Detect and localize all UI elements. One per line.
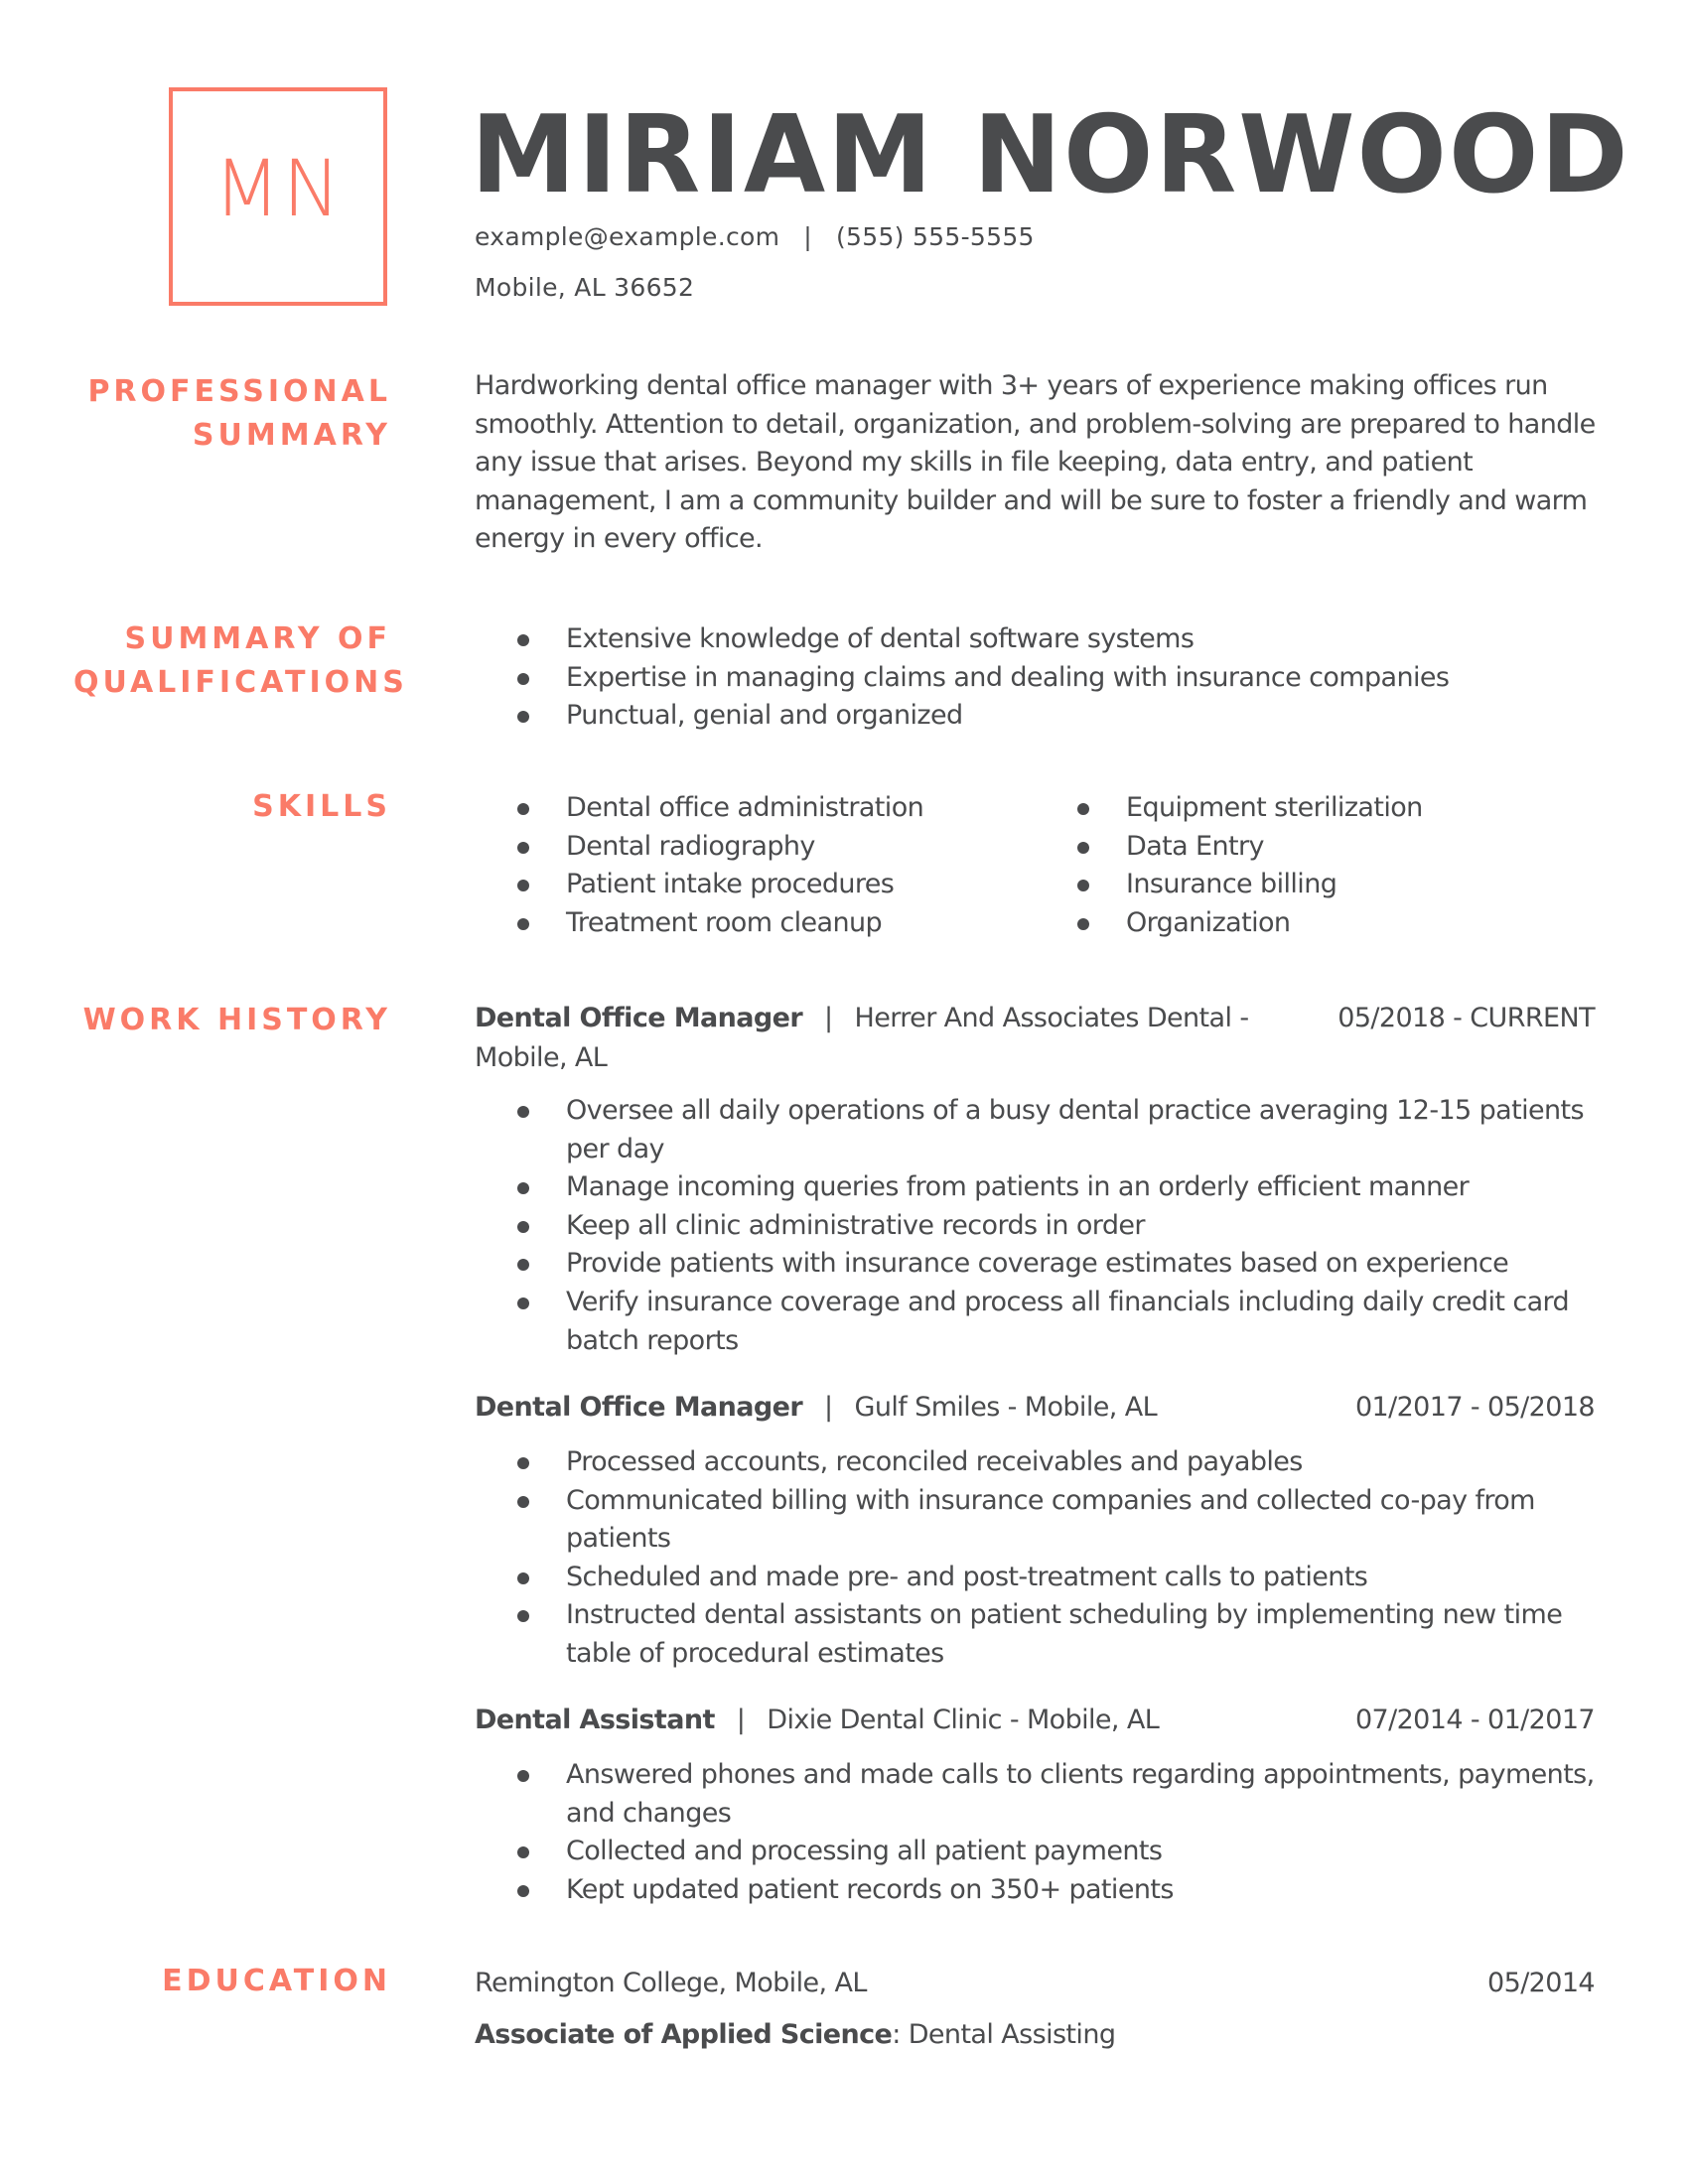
list-item-text: Scheduled and made pre- and post-treatment calls to patients <box>566 1561 1368 1592</box>
list-item <box>475 1596 1597 1673</box>
list-item <box>475 1482 1597 1559</box>
section-heading-skills: SKILLS <box>252 789 391 824</box>
list-item-text: Communicated billing with insurance companies and collected co-pay from patients <box>566 1484 1535 1555</box>
job-title: Dental Office Manager <box>475 1392 803 1423</box>
skills-list-column-2 <box>1035 789 1591 942</box>
section-heading-qualifications <box>73 617 408 705</box>
list-item-text: Dental office administration <box>566 792 924 823</box>
list-item-text: Verify insurance coverage and process all financials including daily credit card batch reports <box>566 1286 1570 1356</box>
qualifications-list <box>475 620 1597 736</box>
bullet-icon <box>517 880 529 891</box>
heading-line: PROFESSIONAL <box>87 374 391 409</box>
heading-line: SUMMARY <box>192 418 391 453</box>
bullet-icon <box>517 1496 529 1508</box>
education-degree: Associate of Applied Science <box>475 2019 893 2050</box>
job-company: Dixie Dental Clinic - Mobile, AL <box>767 1705 1160 1735</box>
heading-line: SUMMARY OF <box>124 621 391 656</box>
professional-summary-text: Hardworking dental office manager with 3+ years of experience making offices run smoothly. Attention to detail, organization, and problem-solving are prepared to handle any issue that arises. Beyond my skills in file keeping, data entry, and patient management, I am a community builder and will be sure to foster a friendly and warm energy in every office. <box>475 370 1596 555</box>
list-item-text: Oversee all daily operations of a busy dental practice averaging 12-15 patients per day <box>566 1095 1584 1164</box>
list-item-text: Data Entry <box>1126 830 1264 862</box>
heading-line: QUALIFICATIONS <box>73 665 408 700</box>
list-item <box>475 1207 1597 1246</box>
list-item <box>475 1559 1597 1597</box>
list-item <box>475 1168 1597 1207</box>
list-item <box>475 659 1597 698</box>
job-duties-list <box>475 1092 1597 1360</box>
list-item <box>475 697 1597 736</box>
job-header <box>475 999 1595 1078</box>
list-item <box>475 789 1031 828</box>
education-school: Remington College, Mobile, AL <box>475 1968 867 1998</box>
bullet-icon <box>517 1221 529 1233</box>
bullet-icon <box>517 803 529 815</box>
bullet-icon <box>1077 842 1089 854</box>
list-item <box>475 1443 1597 1482</box>
bullet-icon <box>517 1610 529 1622</box>
bullet-icon <box>1077 918 1089 930</box>
list-item <box>1035 828 1591 867</box>
list-item-text: Instructed dental assistants on patient scheduling by implementing new time table of procedural estimates <box>566 1599 1563 1669</box>
job-company: Gulf Smiles - Mobile, AL <box>854 1392 1158 1423</box>
bullet-icon <box>517 711 529 723</box>
job-title: Dental Office Manager <box>475 1003 803 1033</box>
bullet-icon <box>517 1106 529 1118</box>
list-item <box>475 1245 1597 1284</box>
bullet-icon <box>517 1846 529 1858</box>
skills-list-column-1 <box>475 789 1031 942</box>
phone: (555) 555-5555 <box>836 222 1035 251</box>
list-item-text: Provide patients with insurance coverage estimates based on experience <box>566 1248 1509 1280</box>
list-item <box>475 1756 1597 1833</box>
bullet-icon <box>517 1259 529 1271</box>
list-item-text: Punctual, genial and organized <box>566 700 963 732</box>
job-dates: 07/2014 - 01/2017 <box>1354 1705 1595 1735</box>
list-item <box>475 1833 1597 1871</box>
list-item-text: Expertise in managing claims and dealing with insurance companies <box>566 661 1450 693</box>
list-item-text: Collected and processing all patient payments <box>566 1836 1163 1867</box>
education-field: Dental Assisting <box>900 2019 1116 2050</box>
bullet-icon <box>517 673 529 685</box>
job-dates: 05/2018 - CURRENT <box>1337 1003 1595 1033</box>
job-company-location: Mobile, AL <box>475 1042 608 1073</box>
list-item <box>475 904 1031 943</box>
location: Mobile, AL 36652 <box>475 273 695 302</box>
list-item-text: Keep all clinic administrative records in order <box>566 1209 1145 1241</box>
monogram-logo <box>169 87 387 306</box>
contact-separator: | <box>803 222 812 251</box>
section-heading-education: EDUCATION <box>162 1964 391 1998</box>
list-item <box>1035 789 1591 828</box>
bullet-icon <box>517 1457 529 1469</box>
list-item-text: Treatment room cleanup <box>566 906 883 938</box>
list-item-text: Equipment sterilization <box>1126 792 1423 823</box>
job-header <box>475 1701 1595 1740</box>
bullet-icon <box>517 842 529 854</box>
job-duties-list <box>475 1443 1597 1674</box>
list-item <box>475 828 1031 867</box>
list-item <box>475 1092 1597 1168</box>
section-heading-work-history: WORK HISTORY <box>82 1003 391 1037</box>
list-item <box>475 1284 1597 1360</box>
bullet-icon <box>517 918 529 930</box>
list-item <box>475 1871 1597 1910</box>
list-item-text: Patient intake procedures <box>566 869 895 900</box>
job-separator: | <box>824 1003 833 1033</box>
bullet-icon <box>517 1297 529 1309</box>
list-item <box>475 866 1031 904</box>
list-item <box>475 620 1597 659</box>
bullet-icon <box>517 1182 529 1194</box>
bullet-icon <box>1077 880 1089 891</box>
candidate-name: MIRIAM NORWOOD <box>471 93 1630 217</box>
bullet-icon <box>517 1572 529 1584</box>
list-item-text: Organization <box>1126 906 1291 938</box>
job-duties-list <box>475 1756 1597 1909</box>
job-header <box>475 1388 1595 1428</box>
list-item <box>1035 904 1591 943</box>
list-item-text: Kept updated patient records on 350+ patients <box>566 1873 1174 1905</box>
section-heading-professional-summary <box>73 370 391 458</box>
list-item-text: Processed accounts, reconciled receivables and payables <box>566 1446 1303 1477</box>
job-company: Herrer And Associates Dental - <box>854 1003 1249 1033</box>
list-item-text: Insurance billing <box>1126 869 1337 900</box>
education-date: 05/2014 <box>1487 1968 1595 1998</box>
job-separator: | <box>736 1705 746 1735</box>
education-degree-separator: : <box>892 2019 901 2050</box>
contact-line <box>475 222 1035 251</box>
list-item-text: Extensive knowledge of dental software systems <box>566 623 1195 654</box>
list-item-text: Manage incoming queries from patients in an orderly efficient manner <box>566 1171 1470 1203</box>
bullet-icon <box>517 1885 529 1897</box>
email: example@example.com <box>475 222 780 251</box>
list-item-text: Dental radiography <box>566 830 815 862</box>
job-dates: 01/2017 - 05/2018 <box>1354 1392 1595 1423</box>
job-title: Dental Assistant <box>475 1705 715 1735</box>
bullet-icon <box>1077 803 1089 815</box>
bullet-icon <box>517 1770 529 1782</box>
education-degree-line <box>475 2015 1595 2055</box>
education-entry <box>475 1964 1595 2055</box>
list-item-text: Answered phones and made calls to clients regarding appointments, payments, and changes <box>566 1759 1595 1829</box>
list-item <box>1035 866 1591 904</box>
bullet-icon <box>517 634 529 646</box>
monogram-initials: MN <box>213 145 343 234</box>
job-separator: | <box>824 1392 833 1423</box>
